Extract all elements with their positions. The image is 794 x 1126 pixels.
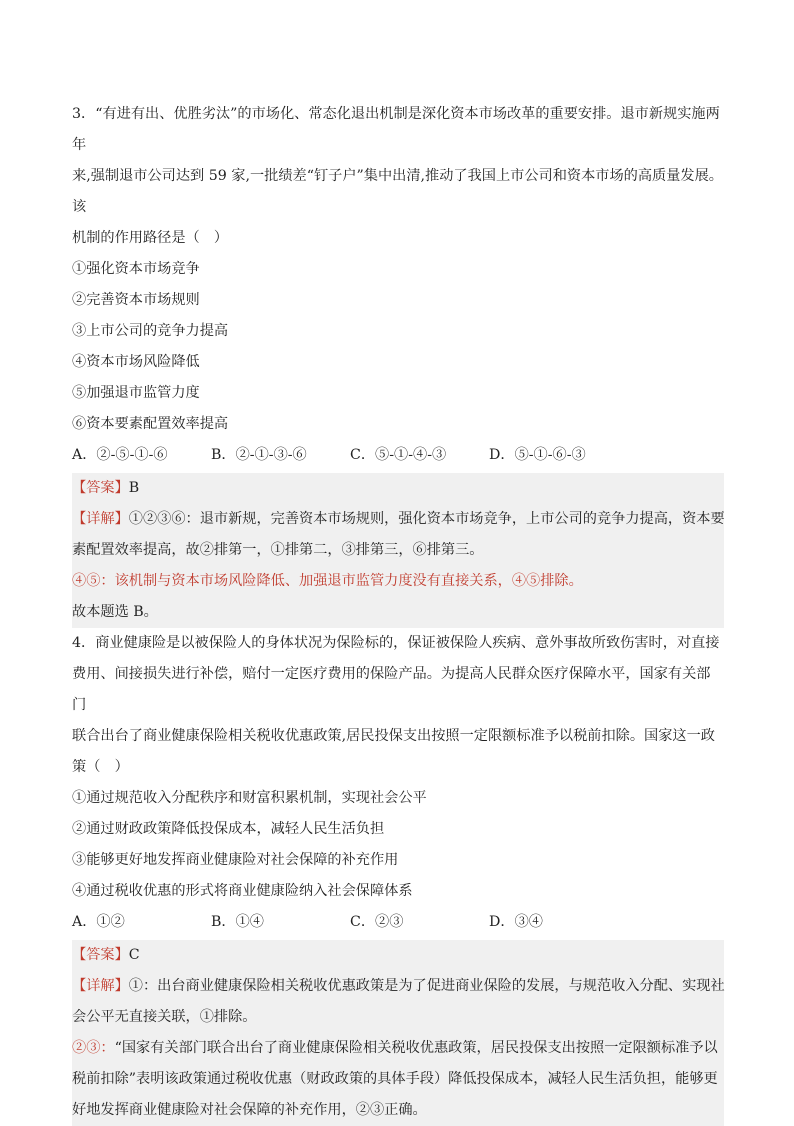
question-4-stem-line: 费用、间接损失进行补偿，赔付一定医疗费用的保险产品。为提高人民群众医疗保障水平，国家有关部门 [72,666,711,713]
answer-value: C [128,947,140,963]
question-4-item: ②通过财政政策降低投保成本，减轻人民生活负担 [72,821,385,837]
answer-label: 【答案】 [72,947,129,963]
detail-line [72,504,724,535]
answer-label: 【答案】 [72,480,129,496]
detail-line [72,971,724,1002]
question-3-stem-line: 3．“有进有出、优胜劣汰”的市场化、常态化退出机制是深化资本市场改革的重要安排。退市新规实施两年 [72,106,720,153]
question-3-item: ④资本市场风险降低 [72,354,200,370]
detail-line: 会公平无直接关联，①排除。 [72,1009,257,1025]
detail-line: 好地发挥商业健康险对社会保障的补充作用，②③正确。 [72,1102,427,1118]
question-3-item: ⑥资本要素配置效率提高 [72,416,229,432]
detail-line: 税前扣除”表明该政策通过税收优惠（财政政策的具体手段）降低投保成本，减轻人民生活负担，能够更 [72,1071,718,1087]
detail-marker: ②③： [72,1040,115,1056]
detail-label: 【详解】 [72,978,129,994]
detail-line [72,1033,724,1064]
option-c: C．⑤-①-④-③ [350,447,447,463]
page-content [72,99,724,1126]
detail-label: 【详解】 [72,511,129,527]
question-4-item: ④通过税收优惠的形式将商业健康险纳入社会保障体系 [72,883,413,899]
question-3-answer-box [72,473,724,628]
question-3-item: ①强化资本市场竞争 [72,261,200,277]
detail-text: ①②③⑥：退市新规，完善资本市场规则，强化资本市场竞争，上市公司的竞争力提高，资本要 [128,511,725,527]
option-a: A．②-⑤-①-⑥ [72,447,168,463]
question-4-stem-line: 联合出台了商业健康保险相关税收优惠政策,居民投保支出按照一定限额标准予以税前扣除。国家这一政 [72,728,715,744]
detail-text: ①：出台商业健康保险相关税收优惠政策是为了促进商业保险的发展，与规范收入分配、实现社 [128,978,725,994]
question-4-answer-box [72,940,724,1126]
question-4 [72,628,724,1126]
question-3-stem-line: 机制的作用路径是（ ） [72,230,229,246]
question-4-stem-line: 4．商业健康险是以被保险人的身体状况为保险标的，保证被保险人疾病、意外事故所致伤害时，对直接 [72,635,720,651]
question-3 [72,99,724,628]
question-4-item: ①通过规范收入分配秩序和财富积累机制，实现社会公平 [72,790,427,806]
question-3-options [72,440,724,471]
option-d: D．③④ [489,914,543,930]
question-3-stem-line: 来,强制退市公司达到 59 家,一批绩差“钉子户”集中出清,推动了我国上市公司和资本市场的高质量发展。该 [72,168,723,215]
question-3-item: ⑤加强退市监管力度 [72,385,200,401]
detail-line: ④⑤：该机制与资本市场风险降低、加强退市监管力度没有直接关系，④⑤排除。 [72,573,583,589]
option-b: B．①④ [211,914,264,930]
detail-text: “国家有关部门联合出台了商业健康保险相关税收优惠政策，居民投保支出按照一定限额标准予以 [114,1040,718,1056]
option-d: D．⑤-①-⑥-③ [489,447,586,463]
option-a: A．①② [72,914,125,930]
question-4-stem-line: 策（ ） [72,759,129,775]
answer-line [72,940,724,971]
answer-value: B [128,480,140,496]
option-c: C．②③ [350,914,404,930]
detail-line: 故本题选 B。 [72,604,158,620]
answer-line [72,473,724,504]
question-4-options [72,907,724,938]
option-b: B．②-①-③-⑥ [211,447,307,463]
question-4-item: ③能够更好地发挥商业健康险对社会保障的补充作用 [72,852,399,868]
question-3-item: ②完善资本市场规则 [72,292,200,308]
question-3-item: ③上市公司的竞争力提高 [72,323,229,339]
detail-line: 素配置效率提高，故②排第一，①排第二，③排第三，⑥排第三。 [72,542,484,558]
